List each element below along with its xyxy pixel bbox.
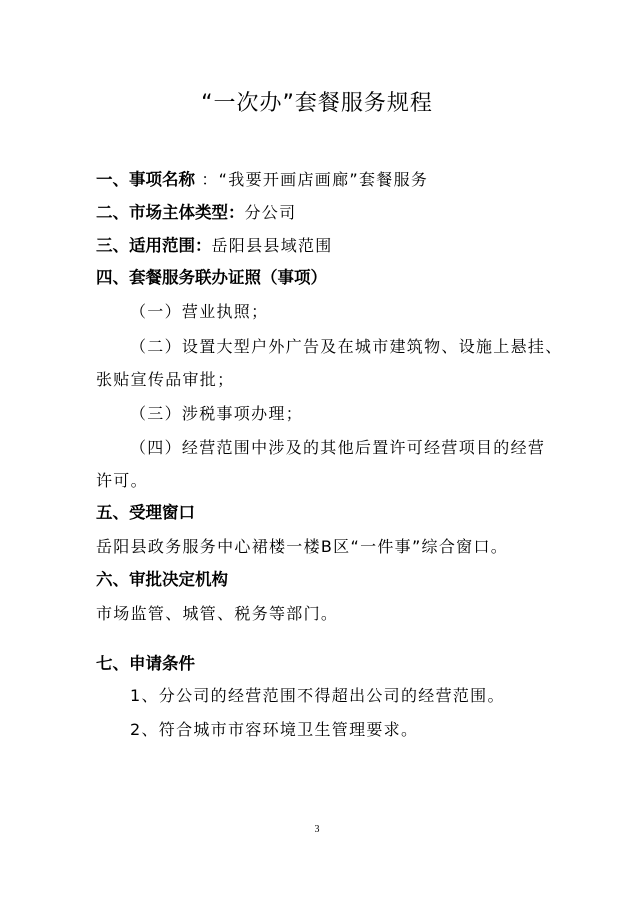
list-item: （一）营业执照； — [130, 302, 269, 321]
section-heading-joint-licenses: 四、套餐服务联办证照（事项） — [96, 268, 327, 287]
section-scope — [96, 236, 333, 256]
section-heading-conditions: 七、申请条件 — [96, 654, 195, 673]
document-title: “一次办”套餐服务规程 — [201, 91, 433, 116]
section-text: 岳阳县政务服务中心裙楼一楼B区“一件事”综合窗口。 — [96, 537, 509, 556]
list-item: （二）设置大型户外广告及在城市建筑物、设施上悬挂、 — [130, 337, 563, 356]
section-text: 市场监管、城管、税务等部门。 — [96, 604, 339, 623]
section-item-name — [96, 170, 428, 190]
section-heading-approval-authority: 六、审批决定机构 — [96, 570, 228, 589]
section-value: ：“我要开画店画廊”套餐服务 — [195, 170, 429, 189]
section-heading-window: 五、受理窗口 — [96, 503, 195, 522]
section-value: 岳阳县县域范围 — [211, 236, 333, 255]
list-item: 1、分公司的经营范围不得超出公司的经营范围。 — [130, 686, 505, 705]
list-item-continuation: 许可。 — [96, 471, 148, 490]
list-item-continuation: 张贴宣传品审批； — [96, 370, 235, 389]
page-number: 3 — [314, 824, 320, 835]
section-heading: 二、市场主体类型： — [96, 203, 245, 222]
section-market-entity-type — [96, 203, 296, 223]
section-heading: 三、适用范围： — [96, 236, 212, 255]
section-value: 分公司 — [244, 203, 297, 222]
list-item: （三）涉税事项办理； — [130, 404, 304, 423]
list-item: （四）经营范围中涉及的其他后置许可经营项目的经营 — [130, 438, 546, 457]
list-item: 2、符合城市市容环境卫生管理要求。 — [130, 720, 419, 739]
section-heading: 一、事项名称 — [96, 170, 195, 189]
